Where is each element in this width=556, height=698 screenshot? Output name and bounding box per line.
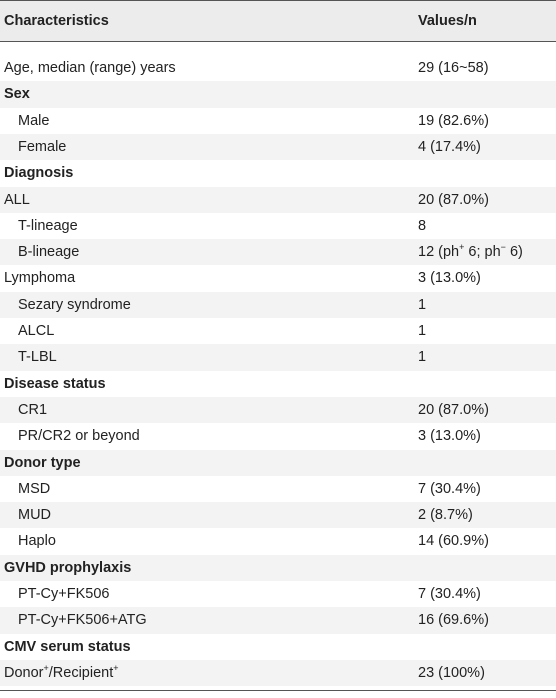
table-row-ptcy-fk — [0, 581, 556, 607]
section-label: Disease status — [4, 375, 106, 392]
table-row-donor-recipient — [0, 660, 556, 686]
row-value: 7 (30.4%) — [418, 586, 481, 602]
row-label: B-lineage — [18, 244, 80, 261]
row-value: 23 (100%) — [418, 664, 485, 681]
row-value: 1 — [418, 349, 427, 366]
row-label: Lymphoma — [4, 270, 76, 287]
table-row-msd — [0, 476, 556, 502]
table-row-t-lineage — [0, 213, 556, 239]
table-row-ptcy-fk-atg — [0, 607, 556, 633]
row-label: T-lineage — [18, 217, 78, 234]
table-header — [0, 0, 556, 42]
row-label: CR1 — [18, 401, 48, 418]
row-label: T-LBL — [18, 349, 57, 366]
table-row-lymphoma — [0, 265, 556, 291]
row-value: 7 (30.4%) — [418, 480, 481, 497]
row-label: Donor+/Recipient+ — [4, 662, 119, 681]
header-characteristics: Characteristics — [4, 13, 109, 29]
row-value: 14 (60.9%) — [418, 533, 489, 550]
row-value: 4 (17.4%) — [418, 138, 481, 155]
row-value: 2 (8.7%) — [418, 507, 473, 524]
table-row-sezary — [0, 292, 556, 318]
row-label: MSD — [18, 480, 51, 497]
row-label: ALL — [4, 191, 30, 208]
section-label: Diagnosis — [4, 165, 74, 182]
table-row-sex — [0, 81, 556, 107]
row-label: PT-Cy+FK506 — [18, 586, 110, 602]
row-value: 1 — [418, 296, 427, 313]
table-row-alcl — [0, 318, 556, 344]
row-value: 3 (13.0%) — [418, 270, 481, 287]
row-value: 19 (82.6%) — [418, 112, 489, 129]
row-label: Sezary syndrome — [18, 296, 131, 313]
table-row-tlbl — [0, 344, 556, 370]
row-label: Female — [18, 138, 67, 155]
section-label: GVHD prophylaxis — [4, 559, 132, 576]
table-row-b-lineage — [0, 239, 556, 265]
section-label: Sex — [4, 86, 30, 103]
table-row-diagnosis — [0, 160, 556, 186]
table-row-haplo — [0, 528, 556, 554]
table-row-gvhd — [0, 555, 556, 581]
header-values: Values/n — [418, 13, 477, 29]
row-value: 16 (69.6%) — [418, 612, 489, 629]
table-row-disease-status — [0, 371, 556, 397]
row-value: 3 (13.0%) — [418, 428, 481, 445]
table-row-mud — [0, 502, 556, 528]
section-label: CMV serum status — [4, 638, 131, 655]
table-row-male — [0, 108, 556, 134]
section-label: Donor type — [4, 454, 81, 471]
row-value: 12 (ph+ 6; ph− 6) — [418, 242, 523, 261]
table-row-donor-type — [0, 450, 556, 476]
table-row-cmv — [0, 634, 556, 660]
row-label: MUD — [18, 507, 52, 524]
row-label: PT-Cy+FK506+ATG — [18, 612, 147, 629]
row-label: Male — [18, 112, 50, 129]
table-row-female — [0, 134, 556, 160]
table-row-pr-cr2 — [0, 423, 556, 449]
row-label: ALCL — [18, 323, 55, 339]
row-value: 20 (87.0%) — [418, 401, 489, 418]
table-row-cr1 — [0, 397, 556, 423]
row-value: 29 (16~58) — [418, 60, 489, 76]
row-value: 20 (87.0%) — [418, 191, 489, 208]
row-label: PR/CR2 or beyond — [18, 428, 140, 445]
row-value: 1 — [418, 323, 427, 339]
row-label: Haplo — [18, 533, 56, 550]
table-row-age — [0, 55, 556, 81]
table-bottom-rule — [0, 690, 556, 691]
table-row-all — [0, 187, 556, 213]
row-value: 8 — [418, 217, 427, 234]
row-label: Age, median (range) years — [4, 60, 176, 76]
